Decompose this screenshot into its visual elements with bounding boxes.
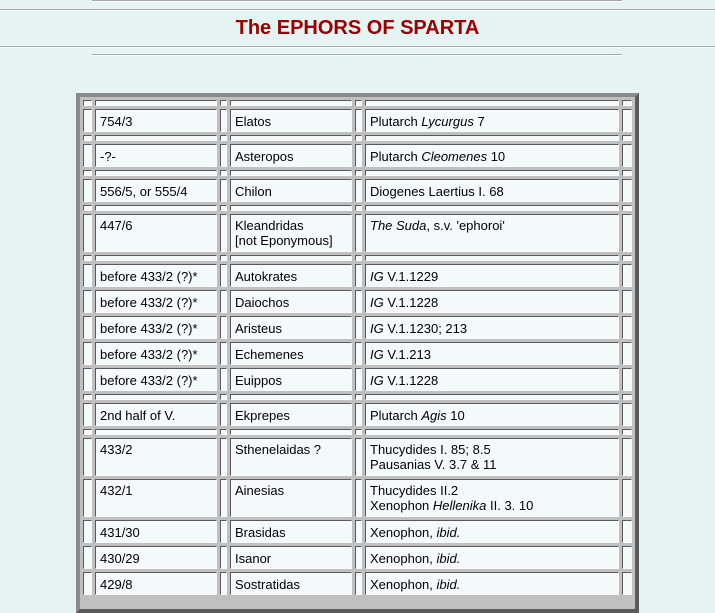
- gutter-cell: [83, 316, 92, 339]
- date-cell: before 433/2 (?)*: [95, 368, 217, 391]
- spacer-cell: [355, 100, 362, 106]
- ephor-name-cell: [230, 546, 352, 569]
- source-title: IG: [370, 269, 384, 284]
- source-cell: [365, 572, 619, 595]
- gutter-cell: [220, 479, 227, 517]
- ephor-name: Ekprepes: [235, 408, 290, 423]
- source-text: Diogenes Laertius I. 68: [370, 184, 504, 199]
- source-line: [370, 295, 614, 310]
- source-line: [370, 408, 614, 423]
- gutter-cell: [622, 214, 632, 252]
- spacer-cell: [365, 170, 619, 176]
- source-text: Pausanias V. 3.7 & 11: [370, 457, 497, 472]
- ephor-name: Sostratidas: [235, 577, 301, 592]
- spacer-cell: [355, 255, 362, 261]
- source-text: Xenophon,: [370, 577, 437, 592]
- gutter-cell: [83, 403, 92, 426]
- ephor-name-cell: [230, 109, 352, 132]
- gutter-cell: [220, 144, 227, 167]
- gutter-cell: [622, 403, 632, 426]
- table-row: [83, 316, 632, 339]
- source-text: 7: [473, 114, 485, 129]
- spacer-cell: [83, 205, 92, 211]
- spacer-cell: [622, 255, 632, 261]
- gutter-cell: [355, 264, 362, 287]
- ephor-name-cell: [230, 368, 352, 391]
- gutter-cell: [622, 144, 632, 167]
- spacer-cell: [365, 394, 619, 400]
- spacer-cell: [622, 394, 632, 400]
- source-line: [370, 498, 614, 513]
- ephor-name: Daiochos: [235, 295, 290, 310]
- table-row: [83, 342, 632, 365]
- source-text: Thucydides II.2: [370, 483, 459, 498]
- gutter-cell: [355, 438, 362, 476]
- source-line: [370, 457, 614, 472]
- spacer-cell: [230, 205, 352, 211]
- gutter-cell: [83, 520, 92, 543]
- gutter-cell: [622, 179, 632, 202]
- source-cell: [365, 438, 619, 476]
- ephors-table: [80, 97, 635, 598]
- spacer-cell: [365, 205, 619, 211]
- spacer-row: [83, 100, 632, 106]
- table-row: [83, 438, 632, 476]
- gutter-cell: [355, 179, 362, 202]
- source-title: The Suda: [370, 218, 427, 233]
- spacer-cell: [220, 394, 227, 400]
- spacer-cell: [95, 205, 217, 211]
- source-cell: [365, 479, 619, 517]
- gutter-cell: [220, 264, 227, 287]
- spacer-cell: [95, 394, 217, 400]
- table-row: [83, 214, 632, 252]
- ephor-name: Chilon: [235, 184, 272, 199]
- date-cell: 2nd half of V.: [95, 403, 217, 426]
- spacer-cell: [230, 100, 352, 106]
- source-text: Xenophon: [370, 498, 433, 513]
- source-cell: [365, 403, 619, 426]
- spacer-cell: [365, 255, 619, 261]
- spacer-cell: [95, 255, 217, 261]
- source-line: [370, 442, 614, 457]
- source-line: [370, 149, 614, 164]
- gutter-cell: [622, 572, 632, 595]
- ephor-name-cell: [230, 144, 352, 167]
- ephor-name: Kleandridas: [235, 218, 304, 233]
- gutter-cell: [220, 546, 227, 569]
- table-row: [83, 109, 632, 132]
- gutter-cell: [355, 109, 362, 132]
- source-cell: [365, 316, 619, 339]
- gutter-cell: [83, 290, 92, 313]
- source-title: Cleomenes: [421, 149, 488, 164]
- spacer-cell: [365, 100, 619, 106]
- gutter-cell: [220, 403, 227, 426]
- gutter-cell: [622, 546, 632, 569]
- spacer-cell: [622, 135, 632, 141]
- ephor-name: Autokrates: [235, 269, 298, 284]
- date-cell: 433/2: [95, 438, 217, 476]
- gutter-cell: [355, 316, 362, 339]
- source-line: [370, 321, 614, 336]
- date-cell: before 433/2 (?)*: [95, 342, 217, 365]
- gutter-cell: [83, 214, 92, 252]
- source-text: V.1.1229: [383, 269, 439, 284]
- ephor-name-cell: [230, 214, 352, 252]
- ephor-name-cell: [230, 572, 352, 595]
- gutter-cell: [355, 144, 362, 167]
- title-rule-top: [0, 9, 715, 11]
- source-title: ibid.: [436, 551, 461, 566]
- spacer-cell: [365, 135, 619, 141]
- gutter-cell: [83, 264, 92, 287]
- ephor-name-cell: [230, 438, 352, 476]
- gutter-cell: [622, 316, 632, 339]
- date-cell: 754/3: [95, 109, 217, 132]
- source-cell: [365, 144, 619, 167]
- ephor-name-cell: [230, 520, 352, 543]
- source-title: IG: [370, 347, 384, 362]
- source-title: ibid.: [436, 577, 461, 592]
- source-title: ibid.: [436, 525, 461, 540]
- date-cell: 432/1: [95, 479, 217, 517]
- gutter-cell: [622, 342, 632, 365]
- gutter-cell: [355, 479, 362, 517]
- gutter-cell: [355, 368, 362, 391]
- gutter-cell: [83, 342, 92, 365]
- table-row: [83, 179, 632, 202]
- gutter-cell: [355, 546, 362, 569]
- ephor-name: Sthenelaidas ?: [235, 442, 322, 457]
- source-text: Plutarch: [370, 149, 422, 164]
- spacer-cell: [355, 429, 362, 435]
- gutter-cell: [83, 109, 92, 132]
- spacer-cell: [355, 170, 362, 176]
- spacer-cell: [95, 135, 217, 141]
- spacer-cell: [355, 205, 362, 211]
- date-cell: before 433/2 (?)*: [95, 264, 217, 287]
- source-title: Agis: [421, 408, 447, 423]
- spacer-cell: [355, 394, 362, 400]
- spacer-cell: [622, 100, 632, 106]
- source-text: Xenophon,: [370, 525, 437, 540]
- spacer-cell: [230, 135, 352, 141]
- gutter-cell: [622, 520, 632, 543]
- spacer-cell: [95, 170, 217, 176]
- gutter-cell: [83, 479, 92, 517]
- ephor-name-cell: [230, 316, 352, 339]
- source-text: V.1.1228: [383, 373, 439, 388]
- ephor-name-cell: [230, 403, 352, 426]
- spacer-cell: [622, 170, 632, 176]
- gutter-cell: [355, 342, 362, 365]
- spacer-cell: [220, 255, 227, 261]
- source-title: Lycurgus: [421, 114, 474, 129]
- table-row: [83, 290, 632, 313]
- title-rule-bottom: [0, 46, 715, 48]
- gutter-cell: [355, 290, 362, 313]
- spacer-cell: [83, 394, 92, 400]
- gutter-cell: [83, 144, 92, 167]
- source-cell: [365, 342, 619, 365]
- spacer-cell: [220, 170, 227, 176]
- gutter-cell: [622, 438, 632, 476]
- date-cell: before 433/2 (?)*: [95, 316, 217, 339]
- ephor-name-cell: [230, 179, 352, 202]
- source-text: 10: [446, 408, 465, 423]
- source-text: Xenophon,: [370, 551, 437, 566]
- ephor-name: Aristeus: [235, 321, 282, 336]
- ephor-name: Brasidas: [235, 525, 286, 540]
- date-cell: before 433/2 (?)*: [95, 290, 217, 313]
- ephor-name: Euippos: [235, 373, 282, 388]
- spacer-row: [83, 255, 632, 261]
- source-text: 10: [487, 149, 506, 164]
- spacer-row: [83, 170, 632, 176]
- date-cell: 430/29: [95, 546, 217, 569]
- table-row: [83, 264, 632, 287]
- source-cell: [365, 520, 619, 543]
- source-line: [370, 525, 614, 540]
- gutter-cell: [355, 572, 362, 595]
- gutter-cell: [220, 214, 227, 252]
- source-line: [370, 218, 614, 233]
- ephor-name-cell: [230, 342, 352, 365]
- spacer-cell: [355, 135, 362, 141]
- source-text: Plutarch: [370, 408, 422, 423]
- table-row: [83, 403, 632, 426]
- gutter-cell: [622, 368, 632, 391]
- gutter-cell: [220, 316, 227, 339]
- gutter-cell: [622, 264, 632, 287]
- date-cell: 556/5, or 555/4: [95, 179, 217, 202]
- spacer-cell: [230, 394, 352, 400]
- source-line: [370, 184, 614, 199]
- source-text: Thucydides I. 85; 8.5: [370, 442, 491, 457]
- source-text: II. 3. 10: [486, 498, 534, 513]
- source-text: V.1.1228: [383, 295, 439, 310]
- source-cell: [365, 179, 619, 202]
- gutter-cell: [220, 572, 227, 595]
- gutter-cell: [220, 368, 227, 391]
- ephor-name: Asteropos: [235, 149, 294, 164]
- spacer-cell: [220, 429, 227, 435]
- date-cell: 431/30: [95, 520, 217, 543]
- source-cell: [365, 109, 619, 132]
- gutter-cell: [220, 342, 227, 365]
- spacer-cell: [365, 429, 619, 435]
- spacer-cell: [83, 170, 92, 176]
- gutter-cell: [83, 368, 92, 391]
- spacer-row: [83, 135, 632, 141]
- ephor-name-cell: [230, 479, 352, 517]
- source-line: [370, 269, 614, 284]
- source-title: IG: [370, 295, 384, 310]
- source-text: V.1.1230; 213: [383, 321, 468, 336]
- page-title: The EPHORS OF SPARTA: [235, 17, 480, 39]
- source-line: [370, 114, 614, 129]
- gutter-cell: [83, 572, 92, 595]
- spacer-cell: [220, 135, 227, 141]
- spacer-cell: [622, 205, 632, 211]
- table-row: [83, 520, 632, 543]
- ephor-name: Isanor: [235, 551, 272, 566]
- source-cell: [365, 546, 619, 569]
- spacer-cell: [220, 100, 227, 106]
- spacer-cell: [220, 205, 227, 211]
- ephor-name-cell: [230, 290, 352, 313]
- gutter-cell: [622, 109, 632, 132]
- ephor-note: [not Eponymous]: [235, 233, 333, 248]
- spacer-cell: [230, 255, 352, 261]
- gutter-cell: [83, 179, 92, 202]
- spacer-cell: [95, 100, 217, 106]
- ephor-name: Echemenes: [235, 347, 304, 362]
- source-line: [370, 373, 614, 388]
- spacer-cell: [230, 429, 352, 435]
- gutter-cell: [83, 546, 92, 569]
- spacer-row: [83, 394, 632, 400]
- bottom-rule: [92, 54, 622, 56]
- spacer-row: [83, 429, 632, 435]
- source-cell: [365, 290, 619, 313]
- gutter-cell: [220, 179, 227, 202]
- source-text: V.1.213: [383, 347, 431, 362]
- gutter-cell: [622, 479, 632, 517]
- source-text: Plutarch: [370, 114, 422, 129]
- source-title: Hellenika: [432, 498, 487, 513]
- table-row: [83, 546, 632, 569]
- gutter-cell: [622, 290, 632, 313]
- spacer-cell: [83, 100, 92, 106]
- spacer-cell: [95, 429, 217, 435]
- ephor-name: Elatos: [235, 114, 272, 129]
- source-line: [370, 483, 614, 498]
- ephor-name-cell: [230, 264, 352, 287]
- source-cell: [365, 214, 619, 252]
- date-cell: -?-: [95, 144, 217, 167]
- spacer-cell: [622, 429, 632, 435]
- gutter-cell: [83, 438, 92, 476]
- source-line: [370, 347, 614, 362]
- source-title: IG: [370, 321, 384, 336]
- spacer-cell: [83, 429, 92, 435]
- source-cell: [365, 368, 619, 391]
- source-text: , s.v. 'ephoroi': [426, 218, 505, 233]
- table-row: [83, 368, 632, 391]
- spacer-cell: [230, 170, 352, 176]
- gutter-cell: [220, 109, 227, 132]
- spacer-row: [83, 205, 632, 211]
- gutter-cell: [355, 214, 362, 252]
- top-rule: [92, 0, 622, 2]
- spacer-cell: [83, 135, 92, 141]
- source-title: IG: [370, 373, 384, 388]
- gutter-cell: [355, 520, 362, 543]
- ephor-name: Ainesias: [235, 483, 285, 498]
- table-row: [83, 572, 632, 595]
- gutter-cell: [220, 290, 227, 313]
- date-cell: 429/8: [95, 572, 217, 595]
- table-row: [83, 144, 632, 167]
- source-line: [370, 551, 614, 566]
- source-cell: [365, 264, 619, 287]
- table-row: [83, 479, 632, 517]
- gutter-cell: [220, 520, 227, 543]
- source-line: [370, 577, 614, 592]
- gutter-cell: [220, 438, 227, 476]
- date-cell: 447/6: [95, 214, 217, 252]
- spacer-cell: [83, 255, 92, 261]
- gutter-cell: [355, 403, 362, 426]
